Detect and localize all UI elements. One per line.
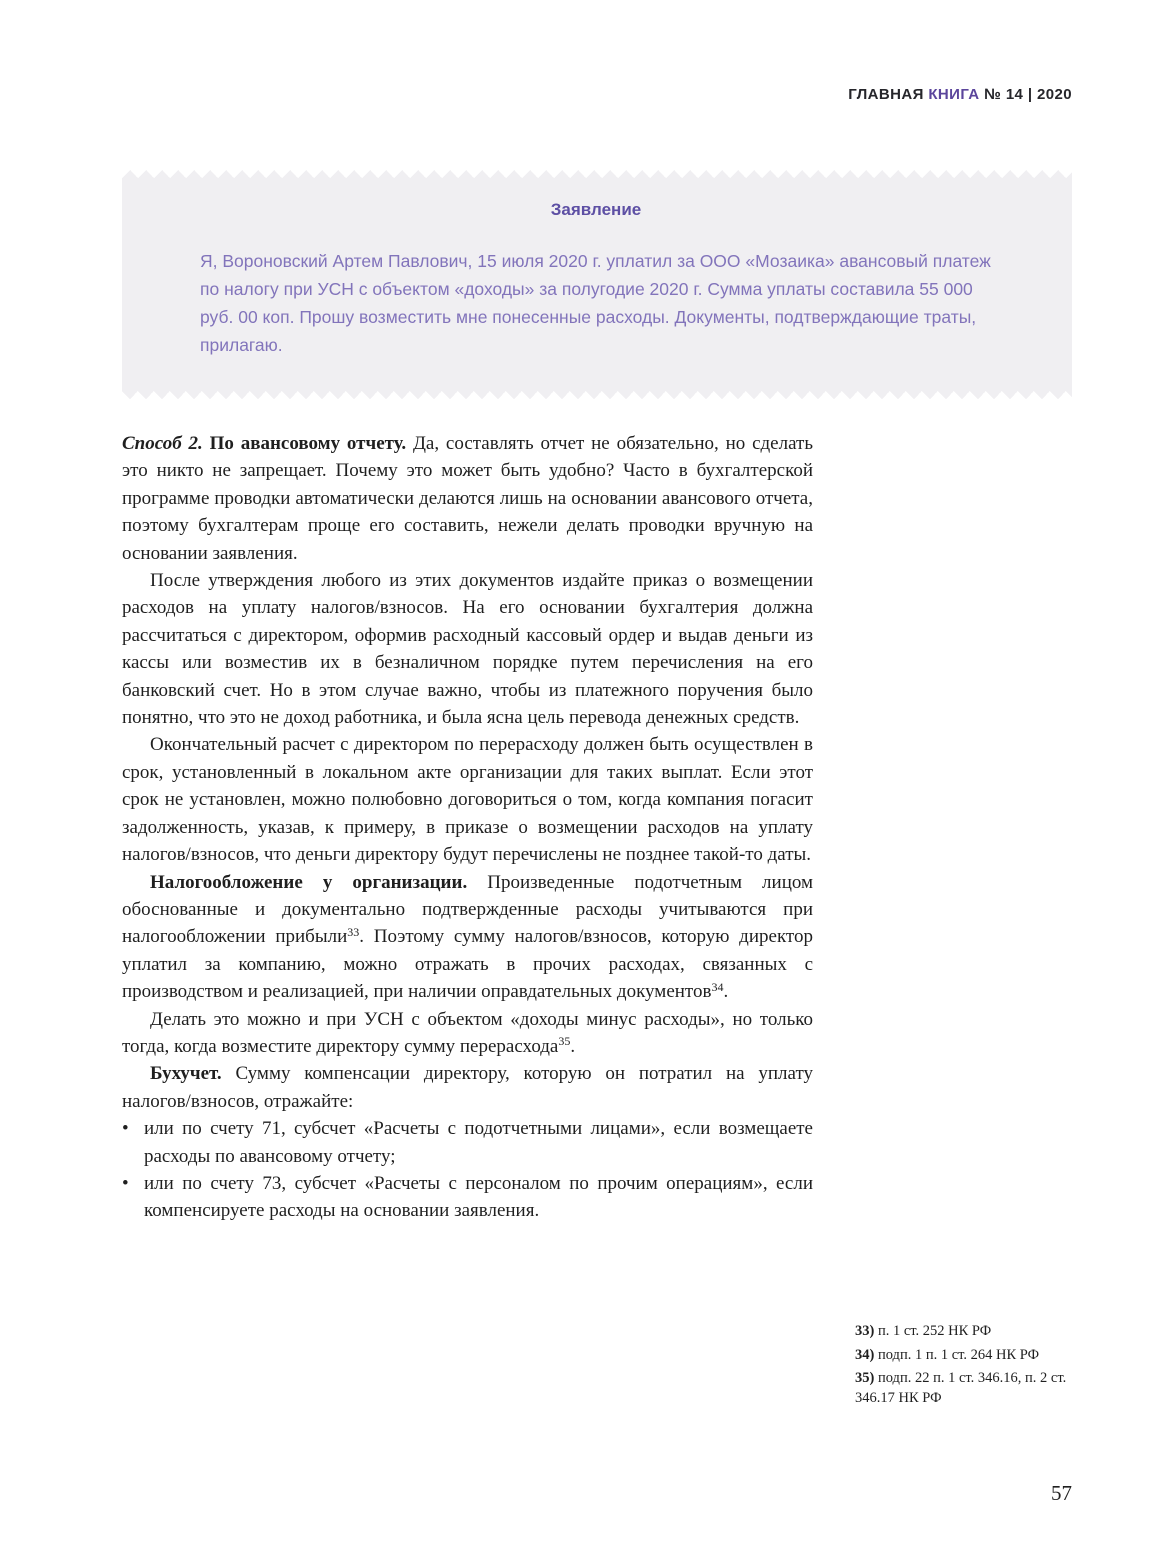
footnote-35	[855, 1369, 1075, 1408]
bullet-marker: •	[122, 1118, 129, 1140]
footnote-33	[855, 1322, 1075, 1342]
masthead	[848, 86, 1072, 103]
footnote-number: 34)	[855, 1346, 875, 1363]
masthead-brand-dark: ГЛАВНАЯ	[848, 86, 924, 103]
paragraph-text: Да, составлять отчет не обязательно, но сделать это никто не запрещает. Почему это может быть удобно? Часто в бухгалтерской программе проводки автоматически делаются лишь на основании авансового отчета, поэтому бухгалтерам проще его составить, нежели делать проводки вручную на основании заявления.	[122, 433, 814, 564]
footnote-ref-35: 35	[558, 1034, 571, 1049]
statement-body	[122, 178, 1072, 391]
paragraph-order: После утверждения любого из этих документов издайте приказ о возмещении расходов на уплату налогов/взносов. На его основании бухгалтерия должна рассчитаться с директором, оформив расходный кассовый ордер и выдав деньги из кассы или возместив их в безналичном порядке путем перечисления на его банковский счет. Но в этом случае важно, чтобы из платежного поручения было понятно, что это не доход работника, и была ясна цель перевода денежных средств.	[122, 570, 813, 729]
paragraph-text: Сумму компенсации директору, которую он потратил на уплату налогов/взносов, отражайте:	[122, 1063, 813, 1112]
footnote-number: 35)	[855, 1370, 875, 1386]
footnote-text: п. 1 ст. 252 НК РФ	[877, 1323, 992, 1339]
footnotes-column	[855, 1322, 1075, 1412]
paragraph-method-2	[122, 430, 813, 567]
footnote-34	[855, 1346, 1075, 1366]
paragraph-usn	[122, 1006, 813, 1061]
statement-text: Я, Вороновский Артем Павлович, 15 июля 2020 г. уплатил за ООО «Мозаика» авансовый платеж по налогу при УСН с объектом «доходы» за полугодие 2020 г. Сумма уплаты составила 55 000 руб. 00 коп. Прошу возместить мне понесенные расходы. Документы, подтверждающие траты, прилагаю.	[200, 251, 991, 355]
run-in-heading-taxation: Налогообложение у организации.	[150, 871, 468, 893]
zigzag-top-edge	[122, 170, 1072, 178]
masthead-issue: № 14 | 2020	[984, 86, 1072, 103]
paragraph-final-settlement: Окончательный расчет с директором по перерасходу должен быть осуществлен в срок, установленный в локальном акте организации для таких выплат. Если этот срок не установлен, можно полюбовно договориться о том, когда компания погасит задолженность, указав, к примеру, в приказе о возмещении расходов на уплату налогов/взносов, что деньги директору будут перечислены не позднее такой-то даты.	[122, 734, 813, 866]
bullet-marker: •	[122, 1172, 129, 1194]
zigzag-bottom-edge	[122, 391, 1072, 399]
paragraph-text: Произведенные подотчетным лицом обоснованные и документально подтвержденные расходы учитываются при налогообложении прибыли	[122, 871, 814, 948]
footnote-text: подп. 1 п. 1 ст. 264 НК РФ	[877, 1346, 1040, 1363]
paragraph-text: . Поэтому сумму налогов/взносов, которую директор уплатил за компанию, можно отражать в прочих расходах, связанных с производством и реализацией, при наличии оправдательных документов	[122, 926, 813, 1003]
list-item-account-71	[122, 1115, 813, 1170]
list-item-account-73	[122, 1170, 813, 1225]
masthead-brand-purple: КНИГА	[928, 86, 980, 103]
page-number: 57	[1051, 1481, 1072, 1505]
footnote-number: 33)	[855, 1323, 875, 1339]
statement-box	[122, 170, 1072, 399]
run-in-heading-method: Способ 2.	[122, 433, 203, 454]
paragraph-text: Делать это можно и при УСН с объектом «доходы минус расходы», но только тогда, когда возместите директору сумму перерасхода	[122, 1008, 813, 1057]
run-in-heading-advance-report: По авансовому отчету.	[209, 433, 407, 454]
article-body	[122, 430, 813, 1225]
footnote-ref-33: 33	[347, 924, 360, 939]
run-in-heading-accounting: Бухучет.	[150, 1063, 222, 1085]
paragraph-text: .	[723, 981, 729, 1003]
statement-title: Заявление	[550, 200, 642, 219]
list-item-text: или по счету 73, субсчет «Расчеты с персоналом по прочим операциям», если компенсируете расходы на основании заявления.	[144, 1172, 813, 1222]
paragraph-text: .	[570, 1035, 576, 1057]
paragraph-taxation	[122, 869, 813, 1006]
paragraph-accounting	[122, 1060, 813, 1115]
footnote-ref-34: 34	[711, 979, 724, 994]
list-item-text: или по счету 71, субсчет «Расчеты с подотчетными лицами», если возмещаете расходы по авансовому отчету;	[144, 1118, 813, 1167]
footnote-text: подп. 22 п. 1 ст. 346.16, п. 2 ст. 346.17 НК РФ	[855, 1370, 1067, 1406]
